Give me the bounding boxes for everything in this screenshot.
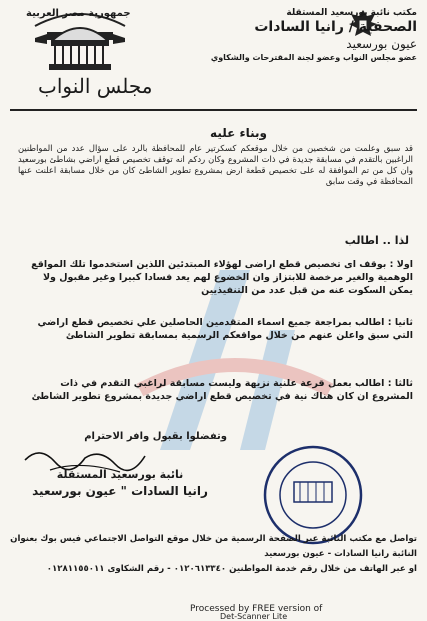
demands-heading: لذا .. اطالب xyxy=(344,234,409,247)
closing-line: وتفضلوا بقبول وافر الاحترام xyxy=(84,431,227,442)
footer-line-2: النائبة رانيا السادات - عيون بورسعيد xyxy=(264,549,417,559)
signature-title: نائبة بورسعيد المستقلة xyxy=(56,468,184,481)
footer-line-1: تواصل مع مكتب النائبة عبر الصفحة الرسمية من خلال موقع التواصل الاجتماعي فيس بوك بعنوان xyxy=(10,534,417,544)
header-divider xyxy=(10,109,417,111)
member-brand: عيون بورسعيد xyxy=(346,37,417,51)
demand-first: اولا : بوقف اى تخصيص قطع اراضى لهؤلاء المبتدئين اللذين استخدموا تلك المواقع الوهمية والغير مرخصة للابتزاز وان الخضوع لهم يعد فسادا كبيرا وغير مقبول ولا يمكن السكوت عنه من قبل عدد من التنفيذيين xyxy=(31,259,413,296)
intro-paragraph: قد سبق وعلمت من شخصين من خلال موقعكم كسكرتير عام للمحافظة بالرد على سؤال عدد من المواطنين الراغبين بالتقدم في مسابقة جديدة في ذات المشروع وكان ردكم انه توقف تخصيص قطع اراضي بشاطئ بورسعيد وان كل من تم الموافقة له على تخصيص قطعة ارض بمشروع تطوير الشاطئ كان من خلال مسابقة اعلنت عنها المحافظة في وقت سابق xyxy=(18,143,413,186)
country-label: جمهورية مصر العربية xyxy=(26,8,131,19)
footer-line-3: او عبر الهاتف من خلال رقم خدمة المواطنين ٠١٢٠٦١٣٣٤٠ - رقم الشكاوى ٠١٢٨١١٥٥٠١١ xyxy=(46,564,417,574)
signature-name: رانيا السادات " عيون بورسعيد xyxy=(32,484,208,498)
contact-footer xyxy=(10,532,417,614)
parliament-label: مجلس النواب xyxy=(38,74,153,98)
greeting: وبناء عليه xyxy=(210,126,267,140)
scanner-watermark-line1: Processed by FREE version of xyxy=(190,604,323,614)
member-name: الصحفية / رانيا السادات xyxy=(254,19,417,35)
letterhead xyxy=(0,0,427,110)
member-header xyxy=(187,8,417,62)
member-role: عضو مجلس النواب وعضو لجنة المقترحات والشكاوي xyxy=(210,53,417,62)
scanner-watermark-line2: Det-Scanner Lite xyxy=(220,612,288,621)
signature-block xyxy=(20,468,220,498)
demand-third: ثالثا : اطالب بعمل قرعة علنية نزيهة وليست مسابقة لراغبي التقدم في ذات المشروع ان كان هناك نية في تخصيص قطع اراضي جديدة بمشروع تطوير الشاطئ xyxy=(31,378,413,402)
demand-second: ثانيا : اطالب بمراجعة جميع اسماء المتقدمين الحاصلين علي تخصيص قطع اراضي التي سبق واعلن عنهم من خلال مواقعكم الرسمية بمسابقة تطوير الشاطئ xyxy=(37,317,413,341)
office-title: مكتب نائبة بورسعيد المستقلة xyxy=(286,8,417,18)
